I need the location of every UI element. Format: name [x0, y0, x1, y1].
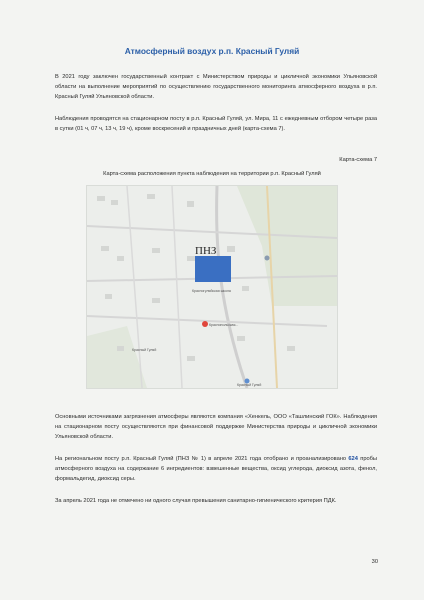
map-label-1: Красногуляйская школа: [192, 289, 231, 293]
map-caption: Карта-схема расположения пункта наблюдения на территории р.п. Красный Гуляй: [103, 171, 321, 177]
map-pin-icon: [202, 321, 208, 327]
samples-count: 624: [348, 456, 358, 462]
paragraph-contract: В 2021 году заключен государственный контракт с Министерством природы и цикличной экономики Ульяновской области на выполнение мероприятий по осуществлению государственного мониторинга атмосферного воздуха в р.п. Красный Гуляй Ульяновской области.: [55, 74, 377, 101]
paragraph-conclusion: За апрель 2021 года не отмечено ни одного случая превышения санитарно-гигиенического критерия ПДК.: [55, 498, 337, 504]
map-label-2: Краснопольская...: [209, 323, 239, 327]
samples-text-before: На региональном посту р.п. Красный Гуляй (ПНЗ № 1) в апреле 2021 года отобрано и проанализировано: [55, 456, 349, 462]
samples-text-after: пробы атмосферного воздуха на содержание 6 ингредиентов: взвешенные вещества, оксид углерода, диоксид азота, фенол, формальдегид, диоксид серы.: [55, 456, 377, 483]
page-title: Атмосферный воздух р.п. Красный Гуляй: [124, 46, 300, 56]
paragraph-observations: Наблюдения проводятся на стационарном посту в р.п. Красный Гуляй, ул. Мира, 11 с ежедневным отбором четыре раза в сутки (01 ч, 07 ч, 13 ч, 19 ч), кроме воскресений и праздничных дней (карта-схема 7).: [55, 116, 377, 133]
location-map: [86, 185, 338, 389]
page-number: 30: [371, 559, 378, 565]
map-poi-icon: [265, 256, 270, 261]
post-marker: [195, 256, 231, 282]
map-graphic: [87, 186, 337, 388]
map-label-3: Красный Гуляй: [132, 348, 157, 352]
map-caption-right: Карта-схема 7: [339, 157, 377, 163]
paragraph-samples: [55, 454, 377, 485]
map-label-4: Красный Гуляй: [237, 383, 262, 387]
post-label: ПНЗ: [195, 245, 217, 257]
paragraph-sources: Основными источниками загрязнения атмосферы являются компания «Хенкель, ООО «Ташлинский ГОК». Наблюдения на стационарном посту осуществляются при финансовой поддержке Министерства природы и цикличной экономики Ульяновской области.: [55, 414, 377, 441]
